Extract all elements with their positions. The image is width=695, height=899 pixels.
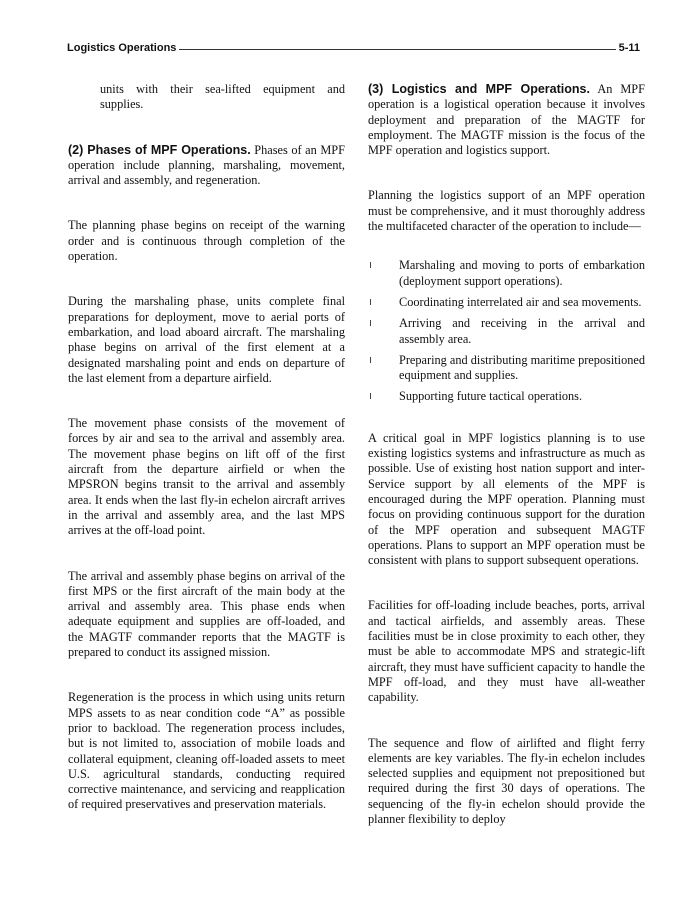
section-2-intro: Phases of an MPF operation include planning, marshaling, movement, arrival and assembly, and regeneration. — [68, 142, 345, 188]
list-item: Coordinating interrelated air and sea movements. — [368, 295, 645, 310]
list-item: Marshaling and moving to ports of embarkation (deployment support operations). — [368, 258, 645, 289]
section-3-paragraph — [368, 82, 645, 158]
bullet-icon — [370, 299, 371, 305]
section-2-paragraph — [68, 143, 345, 189]
bullet-icon — [370, 393, 371, 399]
list-item: Arriving and receiving in the arrival and assembly area. — [368, 316, 645, 347]
left-column — [68, 82, 345, 813]
page-number: 5-11 — [618, 42, 640, 54]
section-3-heading: (3) Logistics and MPF Operations. — [368, 82, 590, 96]
paragraph-regeneration: Regeneration is the process in which using units return MPS assets to as near condition code “A” as possible prior to backload. The regeneration process includes, but is not limited to, association of mobile loads and collateral equipment, cleaning off-loaded assets to meet U.S. agricultural standards, conducting required corrective maintenance, and servicing and reapplication of required preservatives and preservation materials. — [68, 690, 345, 812]
planning-intro-paragraph: Planning the logistics support of an MPF operation must be comprehensive, and it must thoroughly address the multifaceted character of the operation to include— — [368, 188, 645, 234]
paragraph-facilities: Facilities for off-loading include beaches, ports, arrival and tactical airfields, and assembly areas. These facilities must be in close proximity to each other, they must be able to accommodate MPS and strategic-lift aircraft, they must have sufficient capacity to handle the MPF off-load, and they must have all-weather capability. — [368, 598, 645, 705]
header-rule — [179, 49, 615, 50]
bullet-list — [368, 258, 645, 404]
bullet-icon — [370, 262, 371, 268]
bullet-icon — [370, 357, 371, 363]
bullet-icon — [370, 320, 371, 326]
section-2-heading: (2) Phases of MPF Operations. — [68, 142, 251, 157]
header-title: Logistics Operations — [67, 42, 177, 54]
paragraph-sequence-flow: The sequence and flow of airlifted and flight ferry elements are key variables. The fly-in echelon includes selected supplies and equipment not prepositioned but required during the first 30 days of operations. The sequencing of the fly-in echelon should provide the planner flexibility to deploy — [368, 735, 645, 826]
paragraph-movement-phase: The movement phase consists of the movement of forces by air and sea to the arrival and assembly area. The movement phase begins on lift off of the first aircraft from the departure airfield or when the MPSRON begins transit to the arrival and assembly area. It ends when the last fly-in echelon aircraft arrives in the arrival and assembly area, and the last MPS arrives at the off-load point. — [68, 416, 345, 538]
paragraph-critical-goal: A critical goal in MPF logistics planning is to use existing logistics systems and infrastructure as much as possible. Use of existing host nation support and inter-Service support by all elements of the MPF is encouraged during the MPF operation. Planning must focus on providing continuous support for the duration of the MPF operation and subsequent MAGTF operations. Plans to support an MPF operation must be consistent with plans to support subsequent operations. — [368, 430, 645, 568]
continuation-paragraph: units with their sea-lifted equipment and supplies. — [100, 82, 345, 112]
paragraph-arrival-assembly-phase: The arrival and assembly phase begins on arrival of the first MPS or the first aircraft of the main body at the arrival and assembly area. This phase ends when adequate equipment and supplies are off-loaded, and the MAGTF commander reports that the MAGTF is prepared to conduct its assigned mission. — [68, 568, 345, 660]
list-item: Preparing and distributing maritime prepositioned equipment and supplies. — [368, 353, 645, 384]
right-column — [368, 82, 645, 827]
running-header — [67, 40, 640, 56]
section-3-intro: An MPF operation is a logistical operation because it involves deployment and preparation of the MAGTF for employment. The MAGTF mission is the focus of the MPF operation and logistics support. — [368, 82, 645, 158]
paragraph-marshaling-phase: During the marshaling phase, units complete final preparations for deployment, move to aerial ports of embarkation, and load aboard aircraft. The marshaling phase begins on arrival of the first element at a designated marshaling point and ends on departure of the last element from a departure airfield. — [68, 294, 345, 385]
paragraph-planning-phase: The planning phase begins on receipt of the warning order and is continuous through completion of the operation. — [68, 218, 345, 264]
list-item: Supporting future tactical operations. — [368, 389, 645, 404]
